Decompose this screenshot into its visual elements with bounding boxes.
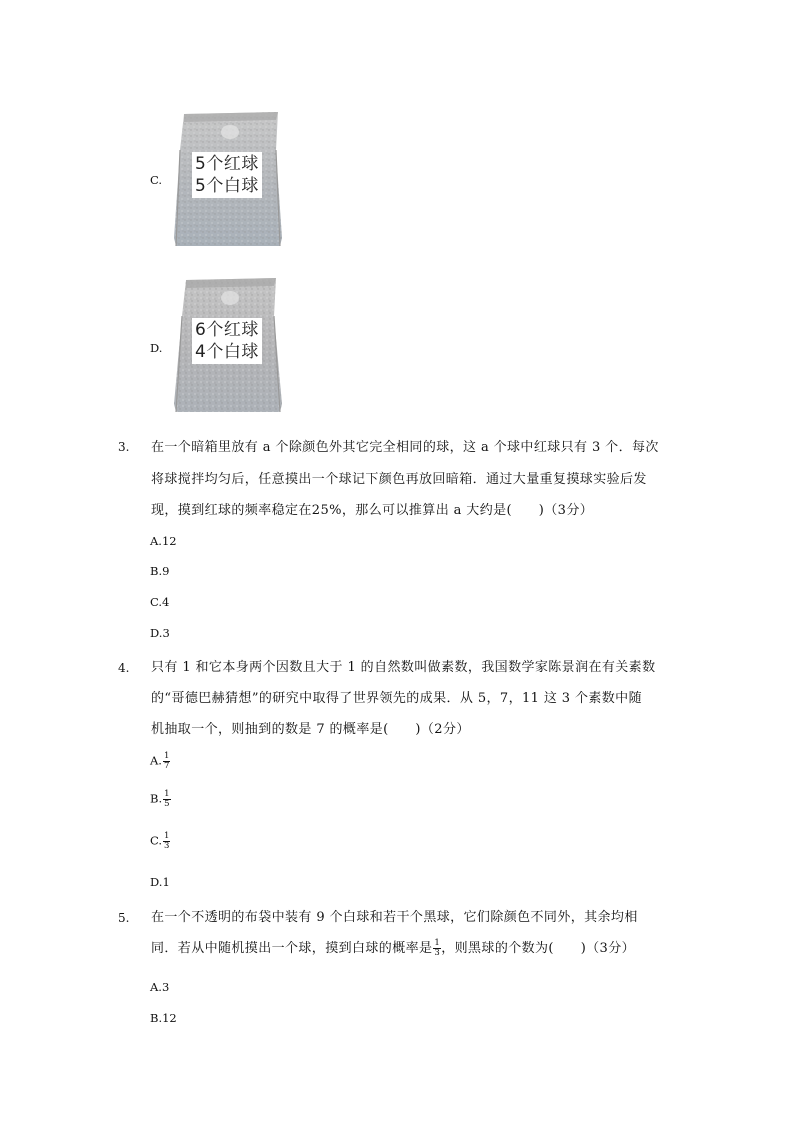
option-c-label: C. <box>150 173 163 187</box>
q5-frac-den: 3 <box>434 948 441 958</box>
q4-option-a-label: A. <box>150 753 162 768</box>
q4-option-c <box>150 832 170 851</box>
q3-number: 3. <box>118 440 130 454</box>
q4-option-a-fraction <box>163 752 170 771</box>
q3-line3: 现，摸到红球的频率稳定在25%，那么可以推算出 a 大约是( )（3分） <box>151 503 594 518</box>
q5-number: 5. <box>118 911 130 925</box>
q4-option-a <box>150 752 170 771</box>
q5-line2-post: ，则黑球的个数为( )（3分） <box>441 941 636 956</box>
q4-option-c-fraction <box>163 832 170 851</box>
q3-line2: 将球搅拌均匀后，任意摸出一个球记下颜色再放回暗箱．通过大量重复摸球实验后发 <box>151 472 647 487</box>
q5-option-a: A.3 <box>150 980 170 994</box>
bag-d-line1: 6个红球 <box>195 320 259 340</box>
bag-label-c <box>192 152 262 198</box>
q3-option-d: D.3 <box>150 626 170 640</box>
q3-option-a: A.12 <box>150 534 177 548</box>
q4-line2: 的“哥德巴赫猜想”的研究中取得了世界领先的成果．从 5，7，11 这 3 个素数中随 <box>151 691 642 706</box>
bag-label-d <box>192 318 262 364</box>
bag-c-line2: 5个白球 <box>195 176 259 196</box>
q4-option-c-label: C. <box>150 833 163 848</box>
q4-option-b <box>150 790 171 809</box>
q4-line3: 机抽取一个，则抽到的数是 7 的概率是( )（2分） <box>151 722 470 737</box>
q4-line1: 只有 1 和它本身两个因数且大于 1 的自然数叫做素数，我国数学家陈景润在有关素数 <box>151 660 656 675</box>
q4-option-c-num: 1 <box>164 831 170 841</box>
q3-option-b: B.9 <box>150 564 170 578</box>
q4-option-c-den: 3 <box>164 841 170 851</box>
q5-line2 <box>151 937 635 958</box>
q4-option-b-fraction <box>163 790 170 809</box>
bag-c-line1: 5个红球 <box>195 154 259 174</box>
q3-line1: 在一个暗箱里放有 a 个除颜色外其它完全相同的球，这 a 个球中红球只有 3 个．每次 <box>151 440 659 455</box>
q4-option-b-num: 1 <box>164 789 170 799</box>
q5-line1: 在一个不透明的布袋中装有 9 个白球和若干个黑球，它们除颜色不同外，其余均相 <box>151 910 638 925</box>
q4-option-a-den: 7 <box>163 761 170 771</box>
q4-option-d: D.1 <box>150 875 170 889</box>
q5-option-b: B.12 <box>150 1011 177 1025</box>
q4-option-b-label: B. <box>150 791 163 806</box>
bag-image-c <box>172 110 284 248</box>
q3-option-c: C.4 <box>150 595 170 609</box>
q4-option-b-den: 5 <box>164 799 170 809</box>
bag-d-line2: 4个白球 <box>195 342 259 362</box>
option-d-label: D. <box>150 341 163 355</box>
q4-option-a-num: 1 <box>163 751 170 761</box>
q5-line2-pre: 同．若从中随机摸出一个球，摸到白球的概率是 <box>151 941 433 956</box>
q4-number: 4. <box>118 661 130 675</box>
bag-image-d <box>172 276 284 414</box>
q5-frac-num: 1 <box>434 938 441 948</box>
